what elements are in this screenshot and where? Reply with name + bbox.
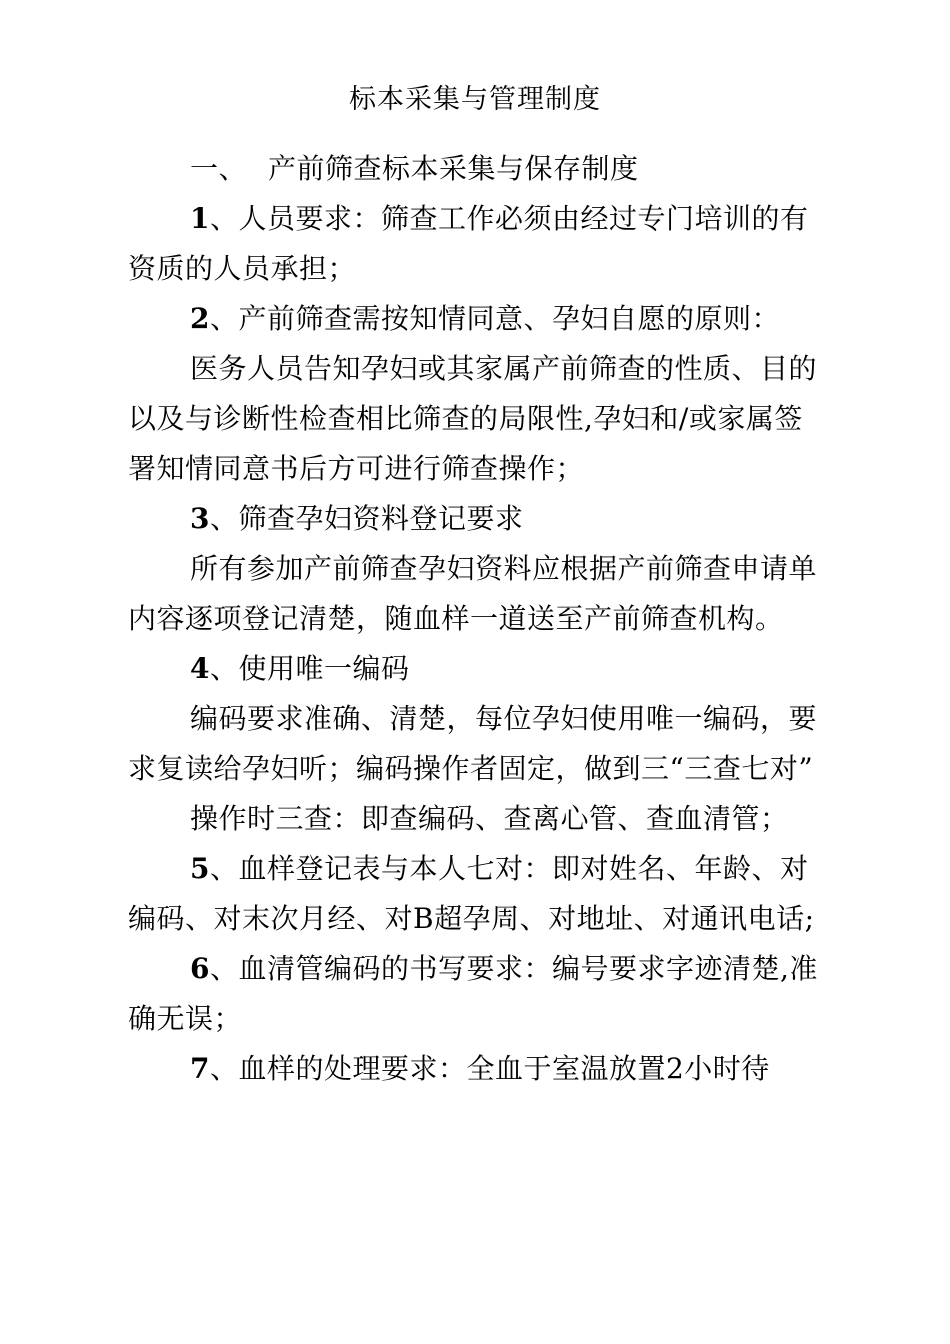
paragraph-text: 、筛查孕妇资料登记要求 [209,502,524,535]
paragraph-3 [128,494,828,544]
paragraph-number: 7 [190,1052,210,1085]
paragraph-text: 医务人员告知孕妇或其家属产前筛查的性质、目的以及与诊断性检查相比筛查的局限性,孕妇和/或家属签署知情同意书后方可进行筛查操作； [128,352,818,485]
paragraph-text: 、人员要求：筛查工作必须由经过专门培训的有资质的人员承担； [128,202,809,285]
paragraph-text: 操作时三查：即查编码、查离心管、查血清管； [190,802,789,835]
paragraph-4-check [128,794,828,844]
section-heading-text: 产前筛查标本采集与保存制度 [268,152,639,185]
paragraph-number: 4 [190,652,210,685]
paragraph-text: 、血清管编码的书写要求：编号要求字迹清楚,准确无误； [128,952,818,1035]
paragraph-2-detail [128,344,828,494]
paragraph-text: 、使用唯一编码 [209,652,410,685]
paragraph-text: 编码要求准确、清楚，每位孕妇使用唯一编码，要求复读给孕妇听；编码操作者固定，做到三“三查七对” [128,702,818,785]
paragraph-7 [128,1044,828,1094]
paragraph-4-detail [128,694,828,794]
paragraph-number: 6 [190,952,210,985]
document-title: 标本采集与管理制度 [349,84,601,115]
paragraph-number: 2 [190,302,210,335]
paragraph-5 [128,844,828,944]
document-body [128,144,828,1094]
paragraph-4 [128,644,828,694]
section-heading [128,144,828,194]
paragraph-text: 所有参加产前筛查孕妇资料应根据产前筛查申请单内容逐项登记清楚，随血样一道送至产前筛查机构。 [128,552,818,635]
section-number: 一、 [190,152,248,185]
paragraph-3-detail [128,544,828,644]
paragraph-1 [128,194,828,294]
paragraph-number: 1 [190,202,210,235]
paragraph-6 [128,944,828,1044]
paragraph-number: 3 [190,502,210,535]
paragraph-2 [128,294,828,344]
paragraph-text: 、血样登记表与本人七对：即对姓名、年龄、对编码、对末次月经、对B超孕周、对地址、对通讯电话; [128,852,815,935]
paragraph-text: 、血样的处理要求：全血于室温放置2小时待 [209,1052,770,1085]
paragraph-number: 5 [190,852,210,885]
paragraph-text: 、产前筛查需按知情同意、孕妇自愿的原则： [209,302,780,335]
